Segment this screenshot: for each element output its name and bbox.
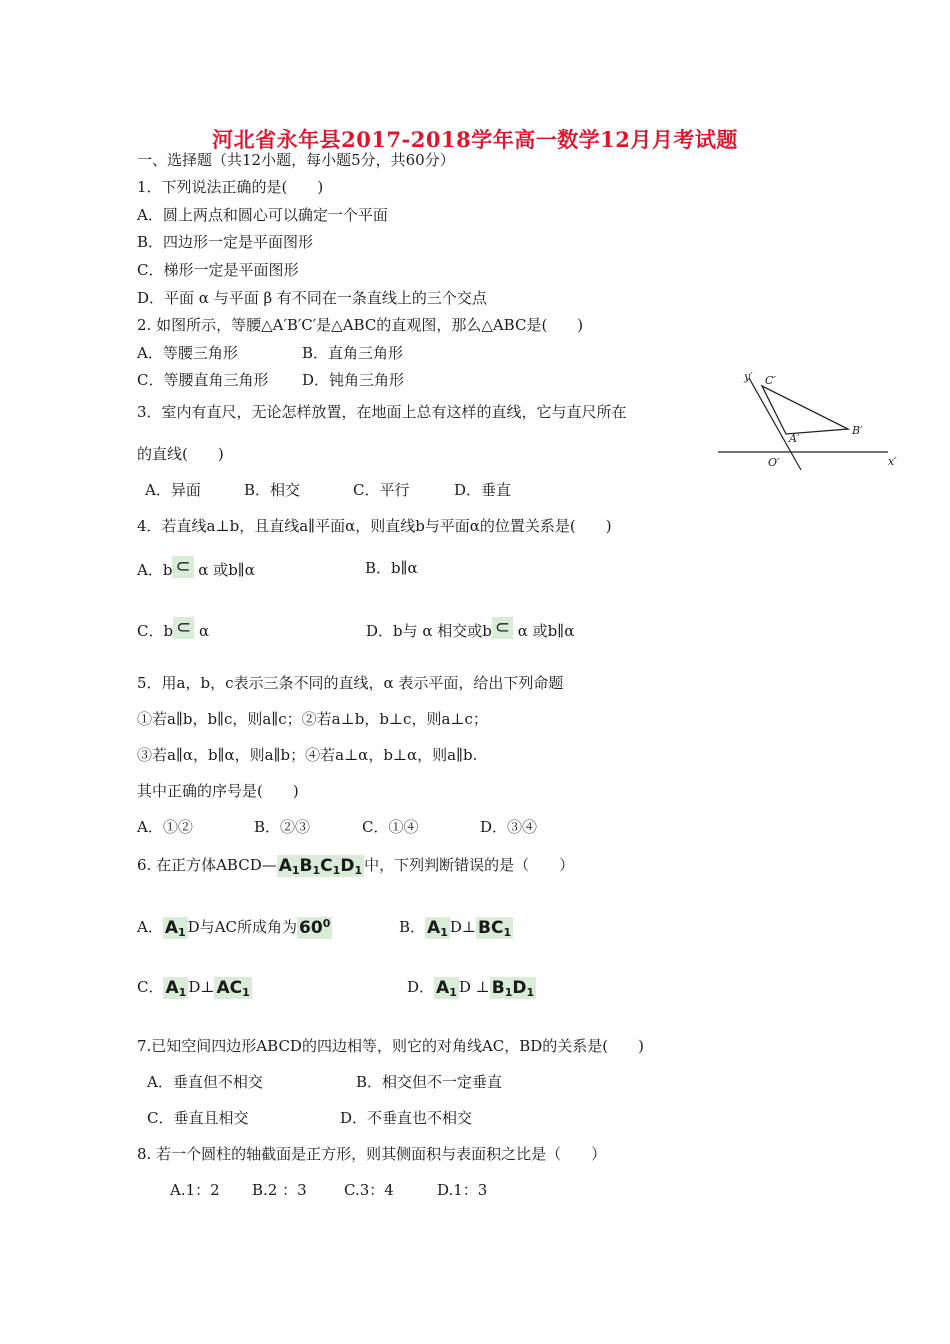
q8-option-b: B.2 ：3 (252, 1181, 307, 1199)
subset-symbol: ⊂ (172, 556, 193, 578)
q6-stem-suffix: 中，下列判断错误的是（ ） (364, 856, 575, 874)
q8-option-c: C.3：4 (344, 1181, 394, 1199)
label-b: B′ (852, 424, 863, 437)
q3-option-a: A．异面 (145, 481, 201, 499)
q4-d-suffix: α 或b∥α (513, 622, 575, 640)
q4-option-d (366, 617, 574, 641)
q6-option-a: A． $A_1$ D与AC所成角为 $60^0$ (137, 917, 331, 939)
q6-option-b: B． $A_1$ D⊥ $BC_1$ (399, 918, 512, 939)
q3-stem-line1: 3．室内有直尺，无论怎样放置，在地面上总有这样的直线，它与直尺所在 (137, 403, 627, 421)
triangle-figure (712, 368, 908, 474)
q6-stem (137, 855, 574, 877)
q4-option-c (137, 617, 209, 641)
page-title: 河北省永年县2017-2018学年高一数学12月月考试题 (212, 127, 738, 152)
q4-a-suffix: α 或b∥α (193, 561, 255, 579)
q7-option-a: A．垂直但不相交 (147, 1073, 263, 1091)
q2-option-d: D．钝角三角形 (302, 371, 405, 389)
q4-a-prefix: A．b (137, 561, 173, 579)
q5-option-c: C．①④ (362, 818, 419, 836)
q5-prop-1-2: ①若a∥b，b∥c，则a∥c；②若a⊥b，b⊥c，则a⊥c； (137, 710, 488, 728)
label-y: y′ (744, 370, 753, 383)
q6-option-c: C． $A_1$ D⊥ $AC_1$ (137, 978, 250, 999)
q5-stem: 5．用a，b，c表示三条不同的直线，α 表示平面，给出下列命题 (137, 674, 564, 692)
q1-option-a: A．圆上两点和圆心可以确定一个平面 (137, 206, 388, 224)
q7-stem: 7.已知空间四边形ABCD的四边相等，则它的对角线AC，BD的关系是( ) (137, 1037, 645, 1055)
q4-c-suffix: α (194, 622, 210, 640)
bc1-formula: $BC_1$ (478, 918, 512, 939)
q5-option-d: D．③④ (480, 818, 538, 836)
q1-option-b: B．四边形一定是平面图形 (137, 233, 314, 251)
label-x: x′ (888, 455, 897, 468)
q6-option-d: D． $A_1$ D ⊥ $B_1D_1$ (407, 978, 535, 999)
subset-symbol: ⊂ (492, 617, 513, 639)
q5-option-b: B．②③ (254, 818, 311, 836)
q3-option-b: B．相交 (244, 481, 301, 499)
triangle-abc (762, 386, 848, 434)
q5-option-a: A．①② (137, 818, 193, 836)
q6-stem-prefix: 6. 在正方体ABCD— (137, 856, 277, 874)
label-o: O′ (768, 456, 780, 469)
q2-option-b: B．直角三角形 (302, 344, 404, 362)
q3-option-c: C．平行 (353, 481, 410, 499)
q7-option-c: C．垂直且相交 (147, 1109, 249, 1127)
q2-stem: 2. 如图所示，等腰△A′B′C′是△ABC的直观图，那么△ABC是( ) (137, 316, 584, 334)
q4-option-b: B．b∥α (365, 559, 418, 577)
label-c: C′ (765, 374, 776, 387)
sixty-degree-formula: $60^0$ (299, 917, 331, 938)
a1-formula: $A_1$ (165, 978, 187, 999)
q8-stem: 8. 若一个圆柱的轴截面是正方形，则其侧面积与表面积之比是（ ） (137, 1145, 607, 1163)
q1-option-d: D．平面 α 与平面 β 有不同在一条直线上的三个交点 (137, 289, 487, 307)
q1-stem: 1．下列说法正确的是( ) (137, 178, 324, 196)
q5-question: 其中正确的序号是( ) (137, 782, 299, 800)
q3-stem-line2: 的直线( ) (137, 445, 224, 463)
a1-formula: $A_1$ (436, 978, 457, 999)
a1-formula: $A_1$ (427, 918, 448, 939)
q7-option-b: B．相交但不一定垂直 (356, 1073, 503, 1091)
q4-option-a (137, 556, 255, 580)
q1-option-c: C．梯形一定是平面图形 (137, 261, 299, 279)
section-heading: 一、选择题（共12小题，每小题5分，共60分） (137, 151, 455, 169)
a1-formula: $A_1$ (164, 918, 186, 939)
q8-option-a: A.1：2 (170, 1181, 220, 1199)
q5-prop-3-4: ③若a∥α，b∥α，则a∥b；④若a⊥α，b⊥α，则a∥b. (137, 746, 478, 764)
q4-c-prefix: C．b (137, 622, 174, 640)
ac1-formula: $AC_1$ (216, 978, 250, 999)
q4-d-prefix: D．b与 α 相交或b (366, 622, 492, 640)
q3-option-d: D．垂直 (454, 481, 512, 499)
b1d1-formula: $B_1D_1$ (491, 978, 535, 999)
q4-stem: 4．若直线a⊥b，且直线a∥平面α，则直线b与平面α的位置关系是( ) (137, 517, 612, 535)
q8-option-d: D.1：3 (437, 1181, 488, 1199)
label-a: A′ (789, 432, 800, 445)
q2-option-c: C．等腰直角三角形 (137, 371, 269, 389)
q2-option-a: A．等腰三角形 (137, 344, 238, 362)
cube-name-formula: $A_1B_1C_1D_1$ (278, 856, 363, 877)
q7-option-d: D．不垂直也不相交 (340, 1109, 473, 1127)
subset-symbol: ⊂ (173, 617, 194, 639)
